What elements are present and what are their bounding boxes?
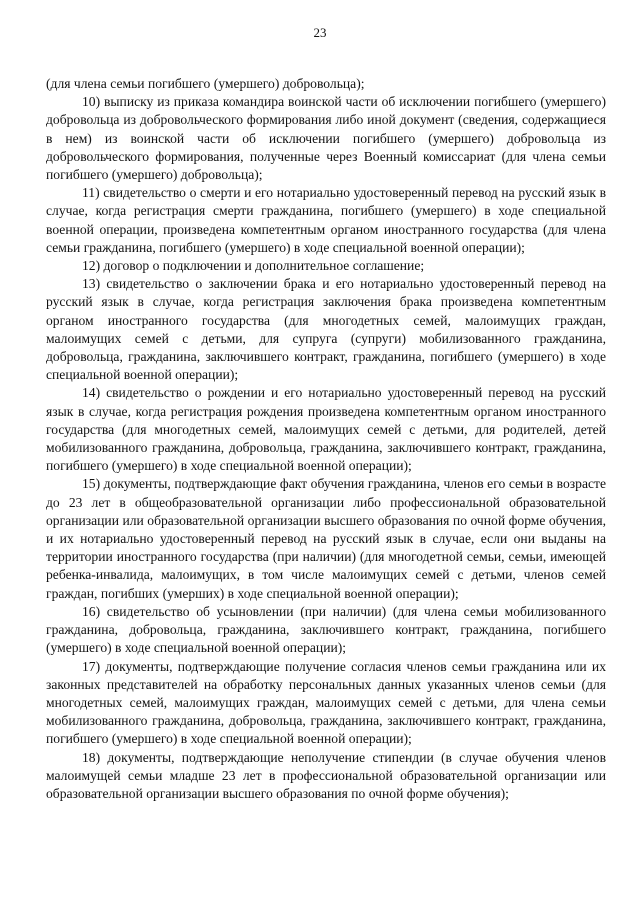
paragraph-item-17: 17) документы, подтверждающие получение согласия членов семьи гражданина или их законных представителей на обработку персональных данных указанных членов семьи (для многодетных семей, малоимущих граждан, малоимущих семей с детьми, для члена семьи мобилизованного гражданина, добровольца, гражданина, заключившего контракт, гражданина, погибшего (умершего) в ходе специальной военной операции); — [46, 658, 606, 747]
paragraph-item-18: 18) документы, подтверждающие неполучение стипендии (в случае обучения членов малоимущей семьи младше 23 лет в профессиональной образовательной организации или образовательной организации высшего образования по очной форме обучения); — [46, 749, 606, 801]
paragraph-item-13: 13) свидетельство о заключении брака и его нотариально удостоверенный перевод на русский язык в случае, когда регистрация заключения брака произведена компетентным органом иностранного государства (для многодетных семей, малоимущих граждан, малоимущих семей с детьми, для супруга (супруги) мобилизованного гражданина, добровольца, гражданина, заключившего контракт, гражданина, погибшего (умершего) в ходе специальной военной операции); — [46, 276, 606, 383]
document-body — [46, 75, 606, 803]
paragraph-item-11: 11) свидетельство о смерти и его нотариально удостоверенный перевод на русский язык в случае, когда регистрация смерти гражданина, погибшего (умершего) в ходе специальной военной операции, произведена компетентным органом иностранного государства (для члена семьи гражданина, погибшего (умершего) в ходе специальной военной операции); — [46, 185, 606, 255]
page-number: 23 — [313, 25, 327, 40]
paragraph-item-16: 16) свидетельство об усыновлении (при наличии) (для члена семьи мобилизованного гражданина, добровольца, гражданина, заключившего контракт, гражданина, погибшего (умершего) в ходе специальной военной операции); — [46, 603, 606, 656]
paragraph-continuation: (для члена семьи погибшего (умершего) добровольца); — [46, 76, 365, 91]
paragraph-item-14: 14) свидетельство о рождении и его нотариально удостоверенный перевод на русский язык в случае, когда регистрация рождения произведена компетентным органом иностранного государства (для многодетных семей, малоимущих семей с детьми, для родителей, детей мобилизованного гражданина, добровольца, гражданина, заключившего контракт, гражданина, погибшего (умершего) в ходе специальной военной операции); — [46, 385, 606, 474]
paragraph-item-15: 15) документы, подтверждающие факт обучения гражданина, членов его семьи в возрасте до 23 лет в общеобразовательной организации либо профессиональной образовательной организации или образовательной организации высшего образования по очной форме обучения, и их нотариально удостоверенный перевод на русский язык в случае, если они выданы на территории иностранного государства (при наличии) (для многодетной семьи, семьи, имеющей ребенка-инвалида, малоимущих, в том числе малоимущих семей с детьми, членов семей граждан, погибших (умерших) в ходе специальной военной операции); — [46, 476, 606, 601]
paragraph-item-12: 12) договор о подключении и дополнительное соглашение; — [82, 258, 425, 274]
paragraph-item-10: 10) выписку из приказа командира воинской части об исключении погибшего (умершего) добровольца из добровольческого формирования либо иной документ (сведения, содержащиеся в нем) из воинской части об исключении погибшего (умершего) добровольца из добровольческого формирования, полученные через Военный комиссариат (для члена семьи погибшего (умершего) добровольца); — [46, 94, 606, 183]
